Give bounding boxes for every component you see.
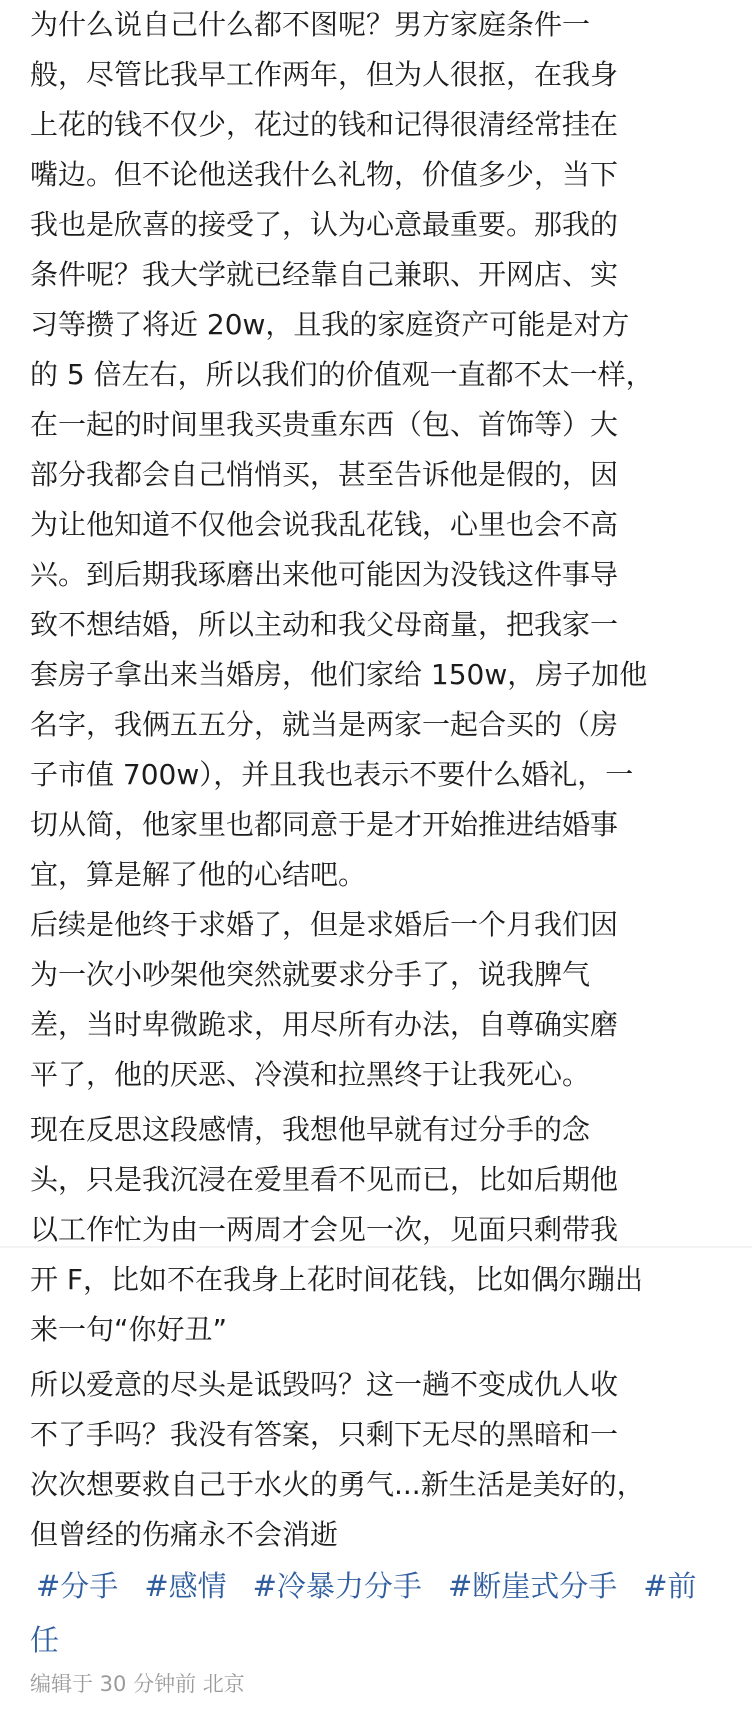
post-text-line: 差，当时卑微跪求，用尽所有办法，自尊确实磨 (30, 1008, 619, 1041)
post-text-line: 宜，算是解了他的心结吧。 (30, 858, 367, 891)
post-text-line: 为什么说自己什么都不图呢？男方家庭条件一 (30, 8, 591, 41)
post-text-line: 套房子拿出来当婚房，他们家给 150w，房子加他 (30, 658, 648, 691)
post-text-line: 切从简，他家里也都同意于是才开始推进结婚事 (30, 808, 619, 841)
post-text-line: 致不想结婚，所以主动和我父母商量，把我家一 (30, 608, 619, 641)
post-text-line: 为一次小吵架他突然就要求分手了，说我脾气 (30, 958, 591, 991)
hashtag-cold-violence-breakup[interactable]: #冷暴力分手 (252, 1569, 422, 1603)
post-text-line: 次次想要救自己于水火的勇气...新生活是美好的， (30, 1468, 645, 1501)
post-text-line: 嘴边。但不论他送我什么礼物，价值多少，当下 (30, 158, 619, 191)
post-text-line: 子市值 700w），并且我也表示不要什么婚礼，一 (30, 758, 634, 791)
post-text-line: 我也是欣喜的接受了，认为心意最重要。那我的 (30, 208, 619, 241)
post-text-line: 不了手吗？我没有答案，只剩下无尽的黑暗和一 (30, 1418, 619, 1451)
post-text-line: 条件呢？我大学就已经靠自己兼职、开网店、实 (30, 258, 619, 291)
post-text-line: 来一句“你好丑” (30, 1313, 228, 1346)
hashtag-ex-part2[interactable]: 任 (30, 1623, 60, 1657)
divider (0, 1246, 752, 1248)
post-text-line: 般，尽管比我早工作两年，但为人很抠，在我身 (30, 58, 619, 91)
post-text-line: 所以爱意的尽头是诋毁吗？这一趟不变成仇人收 (30, 1368, 619, 1401)
hashtag-ex-part1[interactable]: #前 (643, 1569, 697, 1603)
post-text-line: 开 F，比如不在我身上花时间花钱，比如偶尔蹦出 (30, 1263, 644, 1296)
hashtag-row (36, 1559, 697, 1613)
post-text-line: 头，只是我沉浸在爱里看不见而已，比如后期他 (30, 1163, 619, 1196)
post-text-line: 兴。到后期我琢磨出来他可能因为没钱这件事导 (30, 558, 619, 591)
post-text-line: 平了，他的厌恶、冷漠和拉黑终于让我死心。 (30, 1058, 591, 1091)
hashtag-row (30, 1613, 59, 1667)
hashtag-breakup[interactable]: #分手 (36, 1569, 119, 1603)
post-text-line: 但曾经的伤痛永不会消逝 (30, 1518, 339, 1551)
post-text-line: 现在反思这段感情，我想他早就有过分手的念 (30, 1113, 591, 1146)
hashtag-cliff-breakup[interactable]: #断崖式分手 (447, 1569, 618, 1603)
post-text-line: 上花的钱不仅少，花过的钱和记得很清经常挂在 (30, 108, 619, 141)
post-text-line: 部分我都会自己悄悄买，甚至告诉他是假的，因 (30, 458, 619, 491)
post-text-line: 名字，我俩五五分，就当是两家一起合买的（房 (30, 708, 619, 741)
post-text-line: 的 5 倍左右，所以我们的价值观一直都不太一样， (30, 358, 654, 391)
post-text-line: 为让他知道不仅他会说我乱花钱，心里也会不高 (30, 508, 619, 541)
post-text-line: 习等攒了将近 20w，且我的家庭资产可能是对方 (30, 308, 630, 341)
post-text-line: 后续是他终于求婚了，但是求婚后一个月我们因 (30, 908, 619, 941)
post-text-line: 以工作忙为由一两周才会见一次，见面只剩带我 (30, 1213, 619, 1246)
post-text-line: 在一起的时间里我买贵重东西（包、首饰等）大 (30, 408, 619, 441)
edit-meta: 编辑于 30 分钟前 北京 (30, 1672, 245, 1696)
hashtag-relationship[interactable]: #感情 (144, 1569, 227, 1603)
